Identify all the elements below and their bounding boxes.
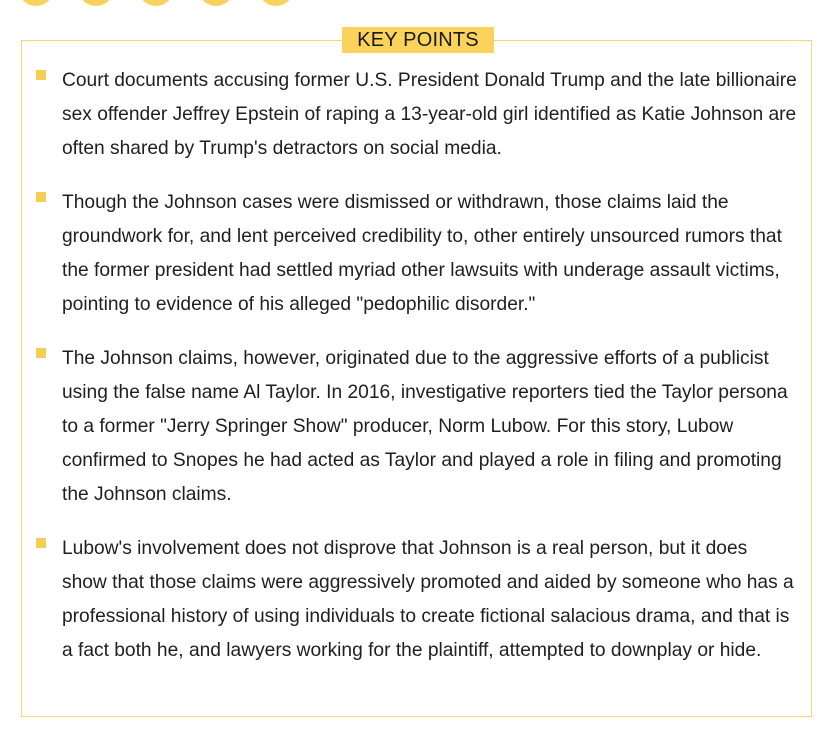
- share-circle-icon[interactable]: [258, 0, 294, 6]
- key-point-item: [22, 532, 811, 668]
- key-point-item: [22, 342, 811, 512]
- key-point-text: Lubow's involvement does not disprove that Johnson is a real person, but it does show that those claims were aggressively promoted and aided by someone who has a professional history of using individuals to create fictional salacious drama, and that is a fact both he, and lawyers working for the plaintiff, attempted to downplay or hide.: [62, 538, 794, 661]
- square-bullet-icon: [36, 70, 46, 80]
- share-circle-icon[interactable]: [18, 0, 54, 6]
- key-points-box: [21, 40, 812, 717]
- key-point-text: Though the Johnson cases were dismissed or withdrawn, those claims laid the groundwork for, and lent perceived credibility to, other entirely unsourced rumors that the former president had settled myriad other lawsuits with underage assault victims, pointing to evidence of his alleged "pedophilic disorder.": [62, 192, 782, 315]
- share-buttons: [18, 0, 294, 6]
- square-bullet-icon: [36, 538, 46, 548]
- key-point-text: The Johnson claims, however, originated due to the aggressive efforts of a publicist using the false name Al Taylor. In 2016, investigative reporters tied the Taylor persona to a former "Jerry Springer Show" producer, Norm Lubow. For this story, Lubow confirmed to Snopes he had acted as Taylor and played a role in filing and promoting the Johnson claims.: [62, 348, 788, 505]
- key-point-item: [22, 186, 811, 322]
- square-bullet-icon: [36, 348, 46, 358]
- key-points-title: KEY POINTS: [342, 27, 494, 53]
- share-circle-icon[interactable]: [138, 0, 174, 6]
- key-point-item: [22, 64, 811, 166]
- square-bullet-icon: [36, 192, 46, 202]
- share-circle-icon[interactable]: [198, 0, 234, 6]
- key-points-list: [22, 64, 811, 688]
- share-circle-icon[interactable]: [78, 0, 114, 6]
- key-point-text: Court documents accusing former U.S. President Donald Trump and the late billionaire sex offender Jeffrey Epstein of raping a 13-year-old girl identified as Katie Johnson are often shared by Trump's detractors on social media.: [62, 70, 797, 159]
